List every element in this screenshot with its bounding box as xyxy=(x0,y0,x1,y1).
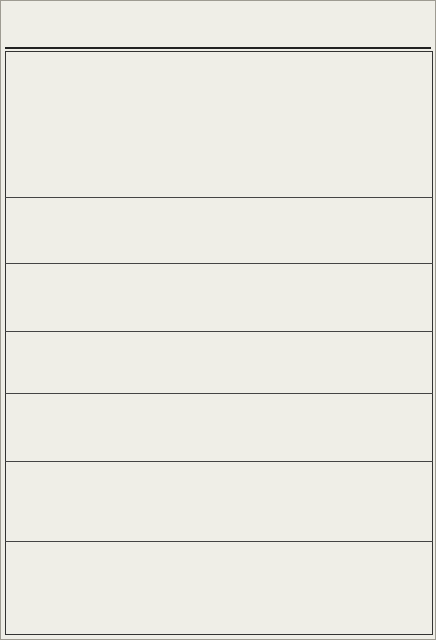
band-divider xyxy=(5,197,433,198)
band-divider xyxy=(5,263,433,264)
roster-heading xyxy=(331,55,419,195)
newspaper-title xyxy=(129,5,309,29)
band-divider xyxy=(5,331,433,332)
masthead xyxy=(1,1,436,33)
band-divider xyxy=(5,461,433,462)
masthead-rule xyxy=(5,47,431,49)
band-divider xyxy=(5,541,433,542)
band-divider xyxy=(5,393,433,394)
